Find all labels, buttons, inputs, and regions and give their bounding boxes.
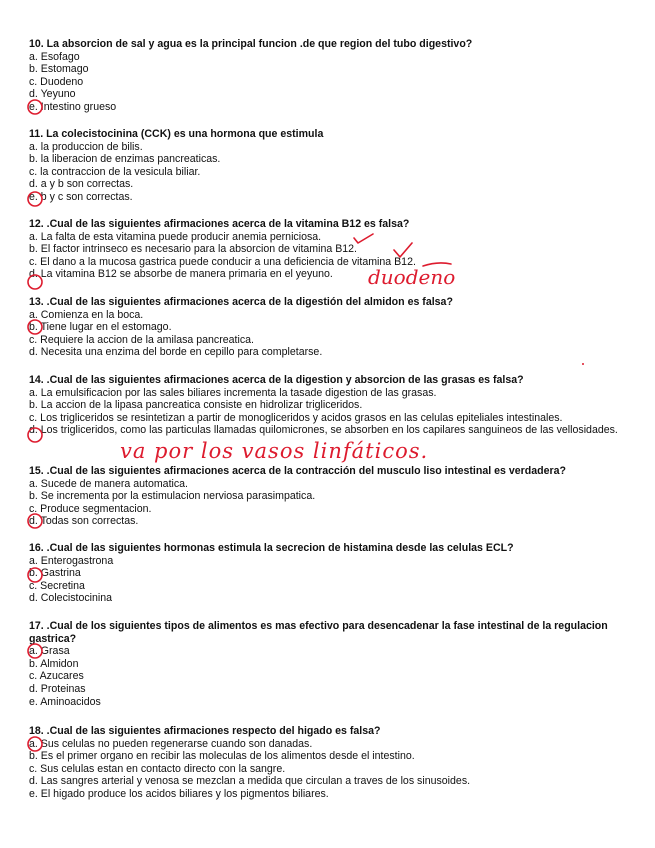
option-12-c: c. El dano a la mucosa gastrica puede conducir a una deficiencia de vitamina B12. (29, 255, 416, 268)
option-11-c: c. la contraccion de la vesicula biliar. (29, 165, 201, 178)
option-10-e: e. Intestino grueso (29, 100, 117, 113)
question-10 (29, 38, 629, 114)
question-15 (29, 465, 629, 528)
option-15-b: b. Se incrementa por la estimulacion nerviosa parasimpatica. (29, 490, 316, 503)
handwritten-note-vasos: va por los vasos linfáticos. (120, 439, 429, 463)
option-10-c: c. Duodeno (29, 75, 84, 88)
option-12-b: b. El factor intrinseco es necesario para la absorcion de vitamina B12. (29, 243, 357, 256)
question-13 (29, 296, 629, 359)
option-11-b: b. la liberacion de enzimas pancreaticas. (29, 153, 221, 166)
question-15-text: 15. .Cual de las siguientes afirmaciones acerca de la contracción del musculo liso intestinal es verdadera? (29, 465, 566, 477)
option-16-d: d. Colecistocinina (29, 592, 113, 605)
option-10-d: d. Yeyuno (29, 88, 76, 101)
option-17-a: a. Grasa (29, 645, 70, 658)
option-14-b: b. La accion de la lipasa pancreatica consiste en hidrolizar trigliceridos. (29, 399, 363, 412)
question-13-text: 13. .Cual de las siguientes afirmaciones acerca de la digestión del almidon es falsa? (29, 296, 453, 308)
question-18-text: 18. .Cual de las siguientes afirmaciones respecto del higado es falsa? (29, 725, 381, 737)
option-13-d: d. Necesita una enzima del borde en cepillo para completarse. (29, 346, 323, 359)
option-17-b: b. Almidon (29, 657, 79, 670)
option-18-a: a. Sus celulas no pueden regenerarse cuando son danadas. (29, 737, 313, 750)
option-10-b: b. Estomago (29, 63, 89, 76)
option-17-e: e. Aminoacidos (29, 695, 101, 708)
question-11-text: 11. La colecistocinina (CCK) es una hormona que estimula (29, 128, 324, 140)
option-10-a: a. Esofago (29, 50, 80, 63)
option-18-b: b. Es el primer organo en recibir las moleculas de los alimentos desde el intestino. (29, 750, 415, 763)
question-14 (29, 374, 629, 437)
option-13-b: b. Tiene lugar en el estomago. (29, 321, 172, 334)
option-18-c: c. Sus celulas estan en contacto directo con la sangre. (29, 762, 286, 775)
option-11-e: e. b y c son correctas. (29, 190, 133, 203)
option-14-a: a. La emulsificacion por las sales biliares incrementa la tasade digestion de las grasas. (29, 386, 437, 399)
question-10-text: 10. La absorcion de sal y agua es la principal funcion .de que region del tubo digestivo? (29, 38, 473, 50)
option-16-c: c. Secretina (29, 579, 85, 592)
option-16-a: a. Enterogastrona (29, 554, 114, 567)
option-12-d: d. La vitamina B12 se absorbe de manera primaria en el yeyuno. (29, 268, 333, 281)
question-18 (29, 725, 629, 801)
option-15-c: c. Produce segmentacion. (29, 502, 152, 515)
option-14-c: c. Los trigliceridos se resintetizan a partir de monogliceridos y acidos grasos en las celulas epiteliales intestinales. (29, 411, 563, 424)
question-16-text: 16. .Cual de las siguientes hormonas estimula la secrecion de histamina desde las celulas ECL? (29, 542, 514, 554)
question-14-text: 14. .Cual de las siguientes afirmaciones acerca de la digestion y absorcion de las grasas es falsa? (29, 374, 524, 386)
option-15-d: d. Todas son correctas. (29, 515, 139, 528)
ink-dot (582, 363, 584, 365)
option-13-c: c. Requiere la accion de la amilasa pancreatica. (29, 333, 254, 346)
option-15-a: a. Sucede de manera automatica. (29, 477, 189, 490)
option-12-a: a. La falta de esta vitamina puede producir anemia perniciosa. (29, 230, 322, 243)
question-11 (29, 128, 629, 204)
option-11-a: a. la produccion de bilis. (29, 140, 143, 153)
question-17 (29, 620, 629, 708)
question-16 (29, 542, 629, 605)
option-13-a: a. Comienza en la boca. (29, 308, 144, 321)
option-18-d: d. Las sangres arterial y venosa se mezclan a medida que circulan a traves de los sinusoides. (29, 775, 471, 788)
option-14-d: d. Los trigliceridos, como las particulas llamadas quilomicrones, se absorben en los capilares sanguineos de las vellosidades. (29, 424, 618, 437)
question-12-text: 12. .Cual de las siguientes afirmaciones acerca de la vitamina B12 es falsa? (29, 218, 410, 230)
option-18-e: e. El higado produce los acidos biliares y los pigmentos biliares. (29, 787, 329, 800)
option-11-d: d. a y b son correctas. (29, 178, 134, 191)
option-17-c: c. Azucares (29, 670, 84, 683)
question-17-text: 17. .Cual de los siguientes tipos de alimentos es mas efectivo para desencadenar la fase intestinal de la regulacion gastrica? (29, 620, 608, 645)
option-16-b: b. Gastrina (29, 567, 81, 580)
handwritten-note-duodeno: duodeno (368, 265, 456, 289)
question-12 (29, 218, 629, 281)
option-17-d: d. Proteinas (29, 682, 86, 695)
